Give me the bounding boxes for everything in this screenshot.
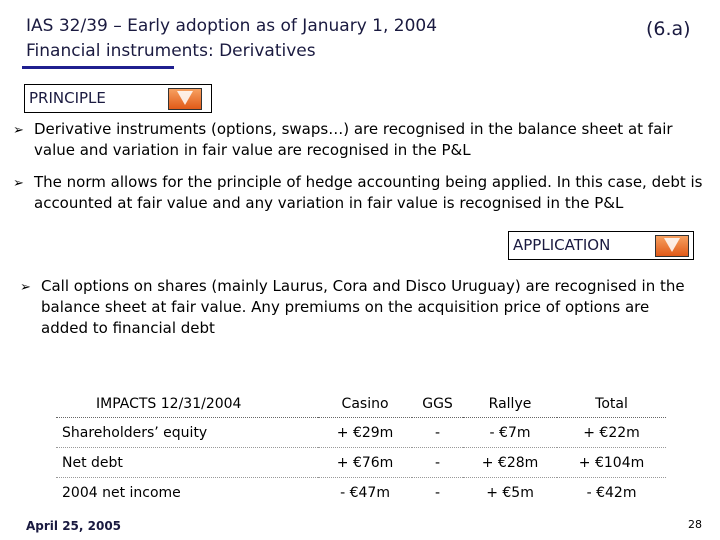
table-cell: -	[412, 448, 463, 478]
table-row	[56, 478, 666, 508]
principle-section-label	[24, 84, 212, 113]
slide-title: IAS 32/39 – Early adoption as of January 1, 2004	[26, 16, 438, 36]
table-cell: + €22m	[557, 418, 666, 448]
table-cell: + €28m	[463, 448, 557, 478]
table-row	[56, 448, 666, 478]
application-label: APPLICATION	[513, 236, 611, 254]
down-arrow-icon	[655, 235, 689, 257]
page-number: 28	[688, 518, 702, 531]
table-cell: + €104m	[557, 448, 666, 478]
application-section-label	[508, 231, 694, 260]
table-cell: - €47m	[340, 484, 390, 501]
table-cell: Net debt	[56, 448, 318, 478]
table-cell: -	[435, 484, 441, 501]
footer-date: April 25, 2005	[26, 519, 122, 533]
principle-label: PRINCIPLE	[29, 89, 106, 107]
table-row	[56, 418, 666, 448]
table-cell: -	[412, 418, 463, 448]
down-arrow-icon	[168, 88, 202, 110]
table-cell: 2004 net income	[62, 484, 181, 501]
bullet-arrow-icon: ➢	[13, 123, 24, 138]
slide-reference: (6.a)	[646, 18, 691, 40]
principle-bullet: The norm allows for the principle of hedge accounting being applied. In this case, debt is accounted at fair value and any variation in fair value is recognised in the P&L	[34, 173, 703, 212]
application-bullet: Call options on shares (mainly Laurus, Cora and Disco Uruguay) are recognised in the balance sheet at fair value. Any premiums on the acquisition price of options are added to financial debt	[41, 277, 685, 337]
table-header-cell: GGS	[412, 382, 463, 418]
principle-bullet: Derivative instruments (options, swaps…) are recognised in the balance sheet at fair value and variation in fair value are recognised in the P&L	[34, 120, 673, 159]
table-cell: + €76m	[318, 448, 412, 478]
bullet-arrow-icon: ➢	[20, 280, 31, 295]
table-header-cell: Rallye	[463, 382, 557, 418]
table-cell: + €29m	[318, 418, 412, 448]
impacts-table	[56, 382, 666, 507]
table-header-cell: Casino	[318, 382, 412, 418]
table-cell: Shareholders’ equity	[56, 418, 318, 448]
bullet-arrow-icon: ➢	[13, 176, 24, 191]
slide-subtitle: Financial instruments: Derivatives	[26, 41, 316, 61]
table-header-cell: Total	[557, 382, 666, 418]
table-cell: - €42m	[586, 484, 637, 501]
table-cell: - €7m	[463, 418, 557, 448]
table-cell: + €5m	[486, 484, 534, 501]
table-header-row	[56, 382, 666, 418]
table-header-cell: IMPACTS 12/31/2004	[56, 382, 318, 418]
title-underline	[22, 66, 174, 69]
